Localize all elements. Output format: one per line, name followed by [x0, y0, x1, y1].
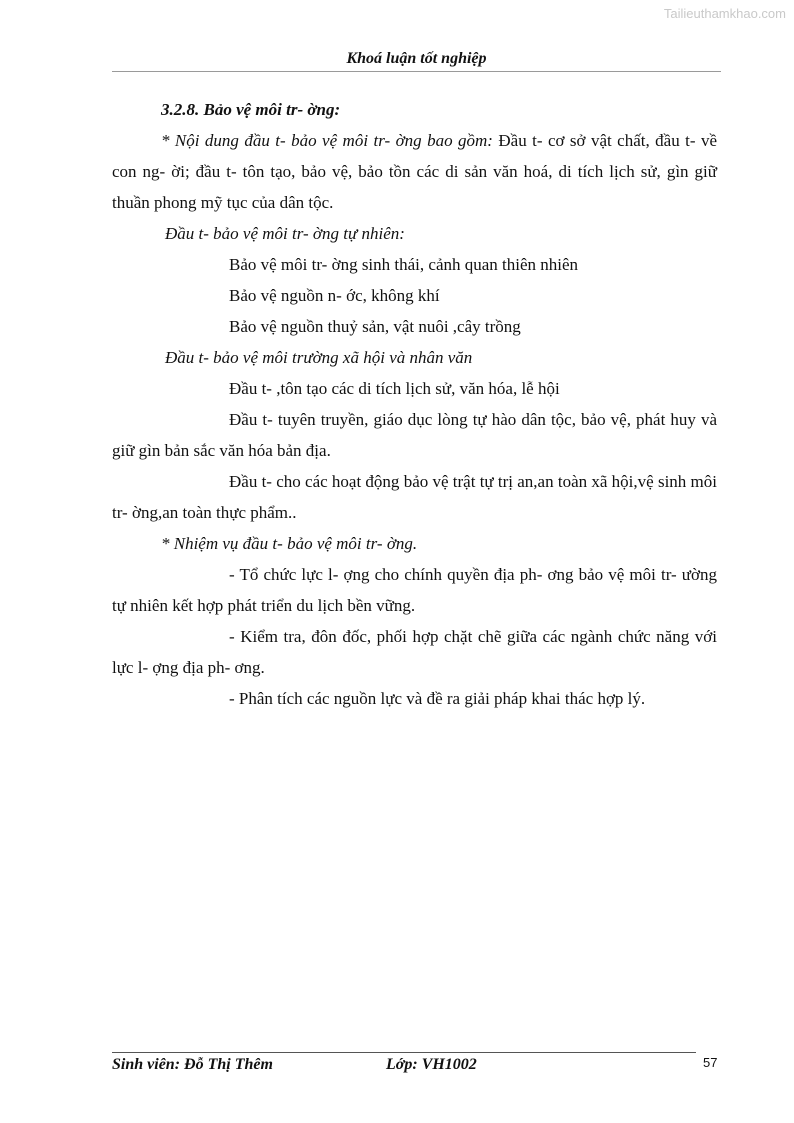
social-item: Đầu t- cho các hoạt động bảo vệ trật tự trị an,an toàn xã hội,vệ sinh môi tr- ờng,an toàn thực phẩm.. — [112, 472, 717, 522]
section-heading: 3.2.8. Bảo vệ môi tr- ờng: — [161, 100, 341, 119]
intro-label: * Nội dung đầu t- bảo vệ môi tr- ờng bao gồm: — [161, 131, 493, 150]
task-item: - Tổ chức lực l- ợng cho chính quyền địa ph- ơng bảo vệ môi tr- ường tự nhiên kết hợp phát triển du lịch bền vững. — [112, 565, 717, 615]
task-item: - Phân tích các nguồn lực và đề ra giải pháp khai thác hợp lý. — [229, 689, 646, 708]
natural-item: Bảo vệ nguồn thuỷ sản, vật nuôi ,cây trồng — [229, 317, 521, 336]
intro-paragraph — [112, 125, 717, 218]
page-number: 57 — [703, 1055, 718, 1070]
header-divider — [112, 71, 721, 72]
watermark-text: Tailieuthamkhao.com — [663, 6, 786, 21]
natural-item: Bảo vệ nguồn n- ớc, không khí — [229, 286, 440, 305]
task-item: - Kiểm tra, đôn đốc, phối hợp chặt chẽ giữa các ngành chức năng với lực l- ợng địa ph- ơng. — [112, 627, 717, 677]
natural-item: Bảo vệ môi tr- ờng sinh thái, cảnh quan thiên nhiên — [229, 255, 579, 274]
footer-divider — [112, 1052, 696, 1053]
social-item: Đầu t- tuyên truyền, giáo dục lòng tự hào dân tộc, bảo vệ, phát huy và giữ gìn bản sắc văn hóa bản địa. — [112, 410, 717, 460]
footer-class-name: Lớp: VH1002 — [386, 1056, 477, 1073]
footer-student-name: Sinh viên: Đỗ Thị Thêm — [112, 1056, 273, 1073]
social-item: Đầu t- ,tôn tạo các di tích lịch sử, văn hóa, lễ hội — [229, 379, 560, 398]
social-environment-heading: Đầu t- bảo vệ môi trường xã hội và nhân văn — [165, 348, 473, 367]
tasks-heading: * Nhiệm vụ đầu t- bảo vệ môi tr- ờng. — [161, 534, 418, 553]
page-header-title: Khoá luận tốt nghiệp — [346, 50, 487, 67]
intro-text: Đầu t- cơ sở vật chất, đầu t- về con ng- ời; đầu t- tôn tạo, bảo vệ, bảo tồn các di sản văn hoá, di tích lịch sử, gìn giữ thuần phong mỹ tục của dân tộc. — [112, 131, 717, 212]
document-body — [112, 94, 717, 714]
natural-environment-heading: Đầu t- bảo vệ môi tr- ờng tự nhiên: — [165, 224, 405, 243]
